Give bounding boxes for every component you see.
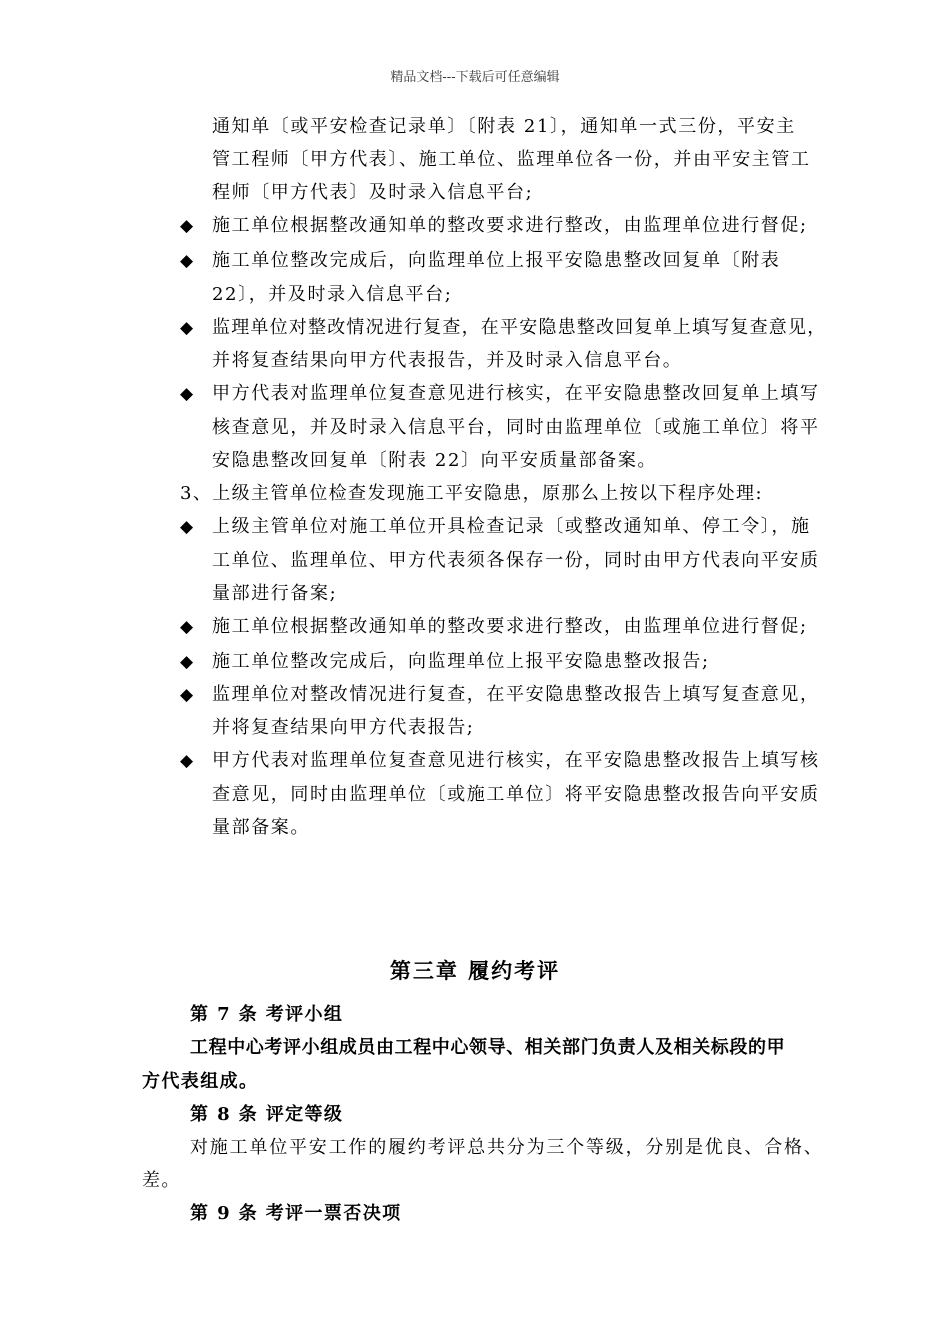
article-8-body: 对施工单位平安工作的履约考评总共分为三个等级，分别是优良、合格、 bbox=[190, 1137, 824, 1158]
bullet-text: 监理单位对整改情况进行复查，在平安隐患整改回复单上填写复查意见， bbox=[212, 317, 827, 338]
bullet-text: 核查意见，并及时录入信息平台，同时由监理单位〔或施工单位〕将平 bbox=[212, 417, 820, 438]
bullet-text: 量部进行备案; bbox=[212, 583, 338, 604]
bullet-text: 监理单位对整改情况进行复查，在平安隐患整改报告上填写复查意见， bbox=[212, 684, 820, 705]
bullet-text: 工单位、监理单位、甲方代表须各保存一份，同时由甲方代表向平安质 bbox=[212, 550, 820, 571]
bullet-text: 施工单位整改完成后，向监理单位上报平安隐患整改回复单〔附表 bbox=[212, 250, 781, 271]
bullet-icon: ◆ bbox=[180, 652, 194, 672]
article-7-title: 第 7 条 考评小组 bbox=[190, 1004, 344, 1025]
article-7-body: 工程中心考评小组成员由工程中心领导、相关部门负责人及相关标段的甲 bbox=[190, 1037, 786, 1058]
page-header: 精品文档---下载后可任意编辑 bbox=[390, 70, 560, 85]
bullet-icon: ◆ bbox=[180, 617, 194, 637]
bullet-icon: ◆ bbox=[180, 685, 194, 705]
bullet-text: 并将复查结果向甲方代表报告; bbox=[212, 717, 475, 738]
bullet-text: 并将复查结果向甲方代表报告，并及时录入信息平台。 bbox=[212, 350, 683, 371]
bullet-icon: ◆ bbox=[180, 251, 194, 271]
bullet-text: 施工单位整改完成后，向监理单位上报平安隐患整改报告; bbox=[212, 651, 710, 672]
bullet-icon: ◆ bbox=[180, 384, 194, 404]
bullet-text: 22〕，并及时录入信息平台; bbox=[212, 284, 453, 305]
text-line: 管工程师〔甲方代表〕、施工单位、监理单位各一份，并由平安主管工 bbox=[212, 149, 811, 170]
bullet-text: 甲方代表对监理单位复查意见进行核实，在平安隐患整改回复单上填写 bbox=[212, 383, 820, 404]
bullet-icon: ◆ bbox=[180, 318, 194, 338]
bullet-text: 甲方代表对监理单位复查意见进行核实，在平安隐患整改报告上填写核 bbox=[212, 750, 820, 771]
bullet-text: 施工单位根据整改通知单的整改要求进行整改，由监理单位进行督促; bbox=[212, 616, 808, 637]
bullet-icon: ◆ bbox=[180, 216, 194, 236]
item-3: 3、上级主管单位检查发现施工平安隐患，原那么上按以下程序处理: bbox=[180, 483, 763, 504]
bullet-text: 施工单位根据整改通知单的整改要求进行整改，由监理单位进行督促; bbox=[212, 215, 808, 236]
article-8-body: 差。 bbox=[142, 1170, 181, 1191]
bullet-icon: ◆ bbox=[180, 517, 194, 537]
bullet-text: 查意见，同时由监理单位〔或施工单位〕将平安隐患整改报告向平安质 bbox=[212, 784, 820, 805]
chapter-title: 第三章 履约考评 bbox=[389, 958, 561, 983]
article-7-body: 方代表组成。 bbox=[142, 1071, 259, 1092]
bullet-icon: ◆ bbox=[180, 751, 194, 771]
text-line: 程师〔甲方代表〕及时录入信息平台; bbox=[212, 182, 534, 203]
text-line: 通知单〔或平安检查记录单〕〔附表 21〕，通知单一式三份，平安主 bbox=[212, 116, 796, 137]
bullet-text: 上级主管单位对施工单位开具检查记录〔或整改通知单、停工令〕，施 bbox=[212, 516, 811, 537]
article-8-title: 第 8 条 评定等级 bbox=[190, 1104, 344, 1125]
article-9-title: 第 9 条 考评一票否决项 bbox=[190, 1203, 402, 1224]
bullet-text: 量部备案。 bbox=[212, 817, 310, 838]
bullet-text: 安隐患整改回复单〔附表 22〕向平安质量部备案。 bbox=[212, 450, 658, 471]
